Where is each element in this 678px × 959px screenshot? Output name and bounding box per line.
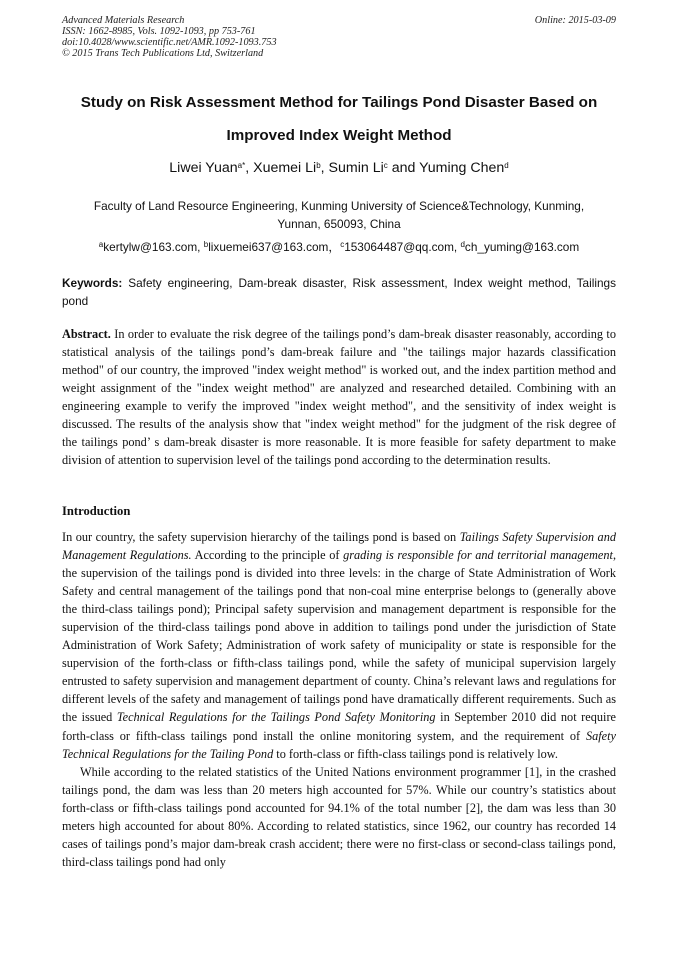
affiliation-line-1: Faculty of Land Resource Engineering, Kunming University of Science&Technology, Kunming, <box>93 199 585 213</box>
intro-paragraph-2: While according to the related statistics of the United Nations environment programmer [1], in the crashed tailings pond, the dam was less than 20 meters high accounted for 57%. While our country’s statistics about forth-class or fifth-class tailings pond accounted for 94.1% of the total number [2], the dam was less than 30 meters high accounted for about 80%. According to related statistics, since 1962, our country has recorded 14 cases of tailings pond’s major dam-break crash accident; there were no first-class or second-class tailings pond, third-class tailings pond had only <box>62 764 616 869</box>
author-separator: , <box>245 160 254 176</box>
email-separator: , <box>197 240 204 254</box>
italic-reference: Safety Technical Regulations for the Tailing Pond <box>62 728 616 761</box>
affiliation <box>62 197 616 233</box>
email-superscript: d <box>460 240 465 249</box>
paragraph-text: In our country, the safety supervision hierarchy of the tailings pond is based on <box>62 530 460 544</box>
author-superscript: b <box>316 161 321 170</box>
copyright-line: © 2015 Trans Tech Publications Ltd, Switzerland <box>62 48 264 59</box>
italic-reference: Tailings Safety Supervision and Management Regulations. <box>62 530 616 563</box>
email-list <box>40 238 638 255</box>
section-heading-introduction: Introduction <box>62 504 131 518</box>
paragraph-text: , the supervision of the tailings pond is divided into three levels: in the charge of State Administration of Work Safety and central management of the tailings pond that non-coal mine enterprise belongs to (generally above the third-class tailings pond); Principal safety supervision and management department is responsible for the supervision of the third-class tailings pond above in addition to tailings pond under the jurisdiction of State Administration of Work Safety; Administration of work safety of municipality or state is responsible for the supervision of the forth-class or fifth-class tailings pond, while the safety of municipal supervision largely entrusted to safety supervision and management department of county. China’s relevant laws and regulations for different levels of the safety and management of tailings pond have dramatically different requirements. Such as the issued <box>62 548 617 725</box>
abstract-text: In order to evaluate the risk degree of the tailings pond’s dam-break disaster reasonably, according to statistical analysis of the tailings pond’s dam-break failure and "the tailings major hazards classification method" of our country, the improved "index weight method" is worked out, and the index partition method and weight assignment of the "index weight method" are analyzed and researched detailed. Combining with an engineering example to verify the improved "index weight method", and the sensitivity of index weight is discussed. The results of the analysis show that "index weight method" for the judgment of the risk degree of the tailings pond’ s dam-break disaster is more reasonable. It is more feasible for safety department to make division of attention to supervision level of the tailings pond according to the determination results. <box>62 327 616 468</box>
author-name: Sumin Li <box>328 160 384 176</box>
introduction-body <box>62 528 616 871</box>
email-address: 153064487@qq.com <box>344 240 454 254</box>
email-superscript: a <box>98 240 104 249</box>
author-separator: and <box>387 160 420 176</box>
email-separator: ， <box>328 240 341 254</box>
email-address: lixuemei637@163.com <box>208 240 329 254</box>
abstract-label: Abstract. <box>62 327 111 341</box>
author-separator: , <box>320 160 329 176</box>
italic-reference: Technical Regulations for the Tailings Pond Safety Monitoring <box>116 710 436 725</box>
author-list <box>40 160 638 176</box>
email-address: kertylw@163.com <box>103 240 198 254</box>
issn-line: ISSN: 1662-8985, Vols. 1092-1093, pp 753-761 <box>62 26 256 37</box>
abstract-block <box>62 325 616 469</box>
author-superscript: c <box>383 161 388 170</box>
journal-name: Advanced Materials Research <box>62 15 185 26</box>
email-superscript: c <box>340 240 345 249</box>
intro-paragraph-1 <box>62 528 616 763</box>
italic-reference: grading is responsible for and territorial management <box>343 548 613 563</box>
email-separator: , <box>453 240 461 254</box>
online-date: Online: 2015-03-09 <box>534 15 616 26</box>
paper-title-line-1: Study on Risk Assessment Method for Tailings Pond Disaster Based on <box>80 94 598 111</box>
keywords-text: Safety engineering, Dam-break disaster, Risk assessment, Index weight method, Tailings pond <box>62 276 616 308</box>
author-superscript: a* <box>237 161 246 170</box>
keywords-block <box>62 274 616 310</box>
author-name: Xuemei Li <box>253 160 317 176</box>
paragraph-text: in September 2010 did not require forth-class or fifth-class tailings pond install the online monitoring system, and the requirement of <box>62 710 616 743</box>
paper-title-line-2: Improved Index Weight Method <box>226 127 452 144</box>
paragraph-text: According to the principle of <box>191 548 344 563</box>
email-superscript: b <box>203 240 209 249</box>
email-address: ch_yuming@163.com <box>464 240 580 254</box>
affiliation-line-2: Yunnan, 650093, China <box>277 217 401 231</box>
doi-line: doi:10.4028/www.scientific.net/AMR.1092-1093.753 <box>62 37 277 48</box>
author-superscript: d <box>504 161 509 170</box>
keywords-label: Keywords: <box>62 276 123 290</box>
journal-header <box>62 15 277 59</box>
author-name: Yuming Chen <box>419 160 505 176</box>
paragraph-text: to forth-class or fifth-class tailings pond is relatively low. <box>273 746 558 761</box>
author-name: Liwei Yuan <box>169 160 238 176</box>
